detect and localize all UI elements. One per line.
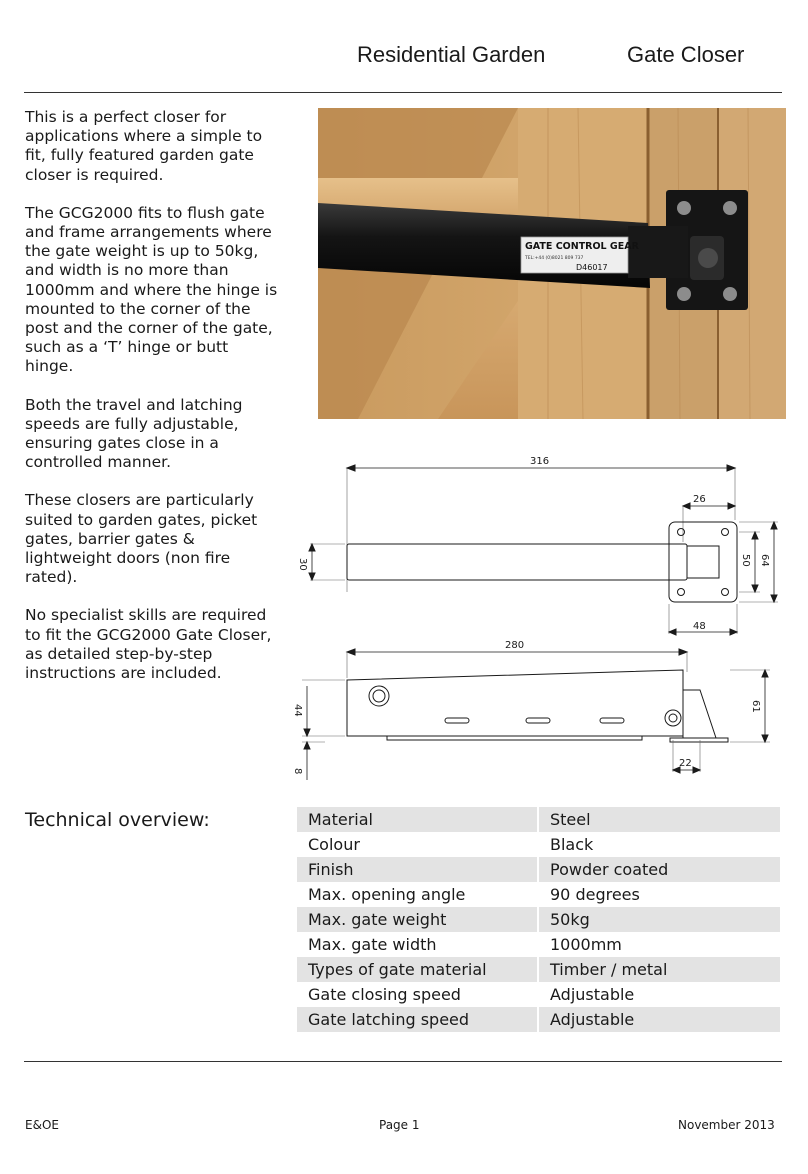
spec-value: Steel [538,807,780,832]
table-row [297,982,780,1007]
technical-heading: Technical overview: [25,809,210,831]
dim-side-total: 61 [750,700,761,713]
intro-paragraph: These closers are particularly suited to garden gates, picket gates, barrier gates & lightweight doors (non fire rated). [25,491,258,587]
spec-label: Gate closing speed [297,982,538,1007]
header-subtitle: Gate Closer [627,42,745,67]
spec-label: Colour [297,832,538,857]
intro-paragraph: This is a perfect closer for applications where a simple to fit, fully featured garden gate closer is required. [25,108,263,184]
dim-length-top: 316 [530,456,550,467]
spec-label: Gate latching speed [297,1007,538,1032]
dim-side-height: 44 [292,704,303,717]
header-rule [24,92,782,93]
technical-drawing [290,450,790,790]
dim-base: 8 [292,768,303,775]
photo-label-code: D46017 [576,263,608,272]
table-row [297,907,780,932]
spec-value: Adjustable [550,985,635,1004]
table-row [297,832,780,857]
spec-label: Finish [297,857,538,882]
spec-value: Adjustable [538,1007,780,1032]
spec-value: 50kg [538,907,780,932]
table-row [297,1007,780,1032]
spec-label: Max. gate width [297,932,538,957]
dim-bar-height: 30 [297,558,308,571]
spec-value: Timber / metal [538,957,780,982]
spec-value: Powder coated [538,857,780,882]
spec-label: Max. opening angle [297,882,538,907]
table-row [297,882,780,907]
dim-plate-inner: 26 [693,494,706,505]
photo-label-phone: TEL:+44 (0)8021 809 737 [525,256,584,261]
header-title: Residential Garden [357,42,546,67]
side-view [292,640,770,780]
intro-text [25,108,280,702]
footer-date: November 2013 [678,1118,775,1132]
intro-paragraph: No specialist skills are required to fit the GCG2000 Gate Closer, as detailed step-by-step instructions are included. [25,606,272,683]
page-number: Page 1 [379,1118,420,1132]
dim-foot: 22 [679,758,692,769]
top-view [297,456,778,635]
spec-value: 90 degrees [550,885,640,904]
spec-label: Material [297,807,538,832]
spec-label: Max. gate weight [297,907,538,932]
spec-label: Types of gate material [297,957,538,982]
table-row [297,932,780,957]
dim-plate-height: 64 [759,554,770,567]
footer-disclaimer: E&OE [25,1118,59,1132]
spec-value: Black [550,835,594,854]
dim-length-side: 280 [505,640,525,651]
product-photo [318,108,786,419]
dim-plate-width: 48 [693,621,706,632]
table-row [297,857,780,882]
table-row [297,807,780,832]
footer-rule [24,1061,782,1062]
photo-label-brand: GATE CONTROL GEAR [525,241,639,252]
table-row [297,957,780,982]
spec-table [297,807,780,1032]
dim-hole-span: 50 [740,554,751,567]
intro-paragraph: The GCG2000 fits to flush gate and frame arrangements where the gate weight is up to 50kg, and width is no more than 1000mm and where the hinge is mounted to the corner of the post and the corner of the gate, such as a ‘T’ hinge or butt hinge. [25,203,278,376]
spec-value: 1000mm [550,935,622,954]
intro-paragraph: Both the travel and latching speeds are fully adjustable, ensuring gates close in a controlled manner. [25,395,243,472]
